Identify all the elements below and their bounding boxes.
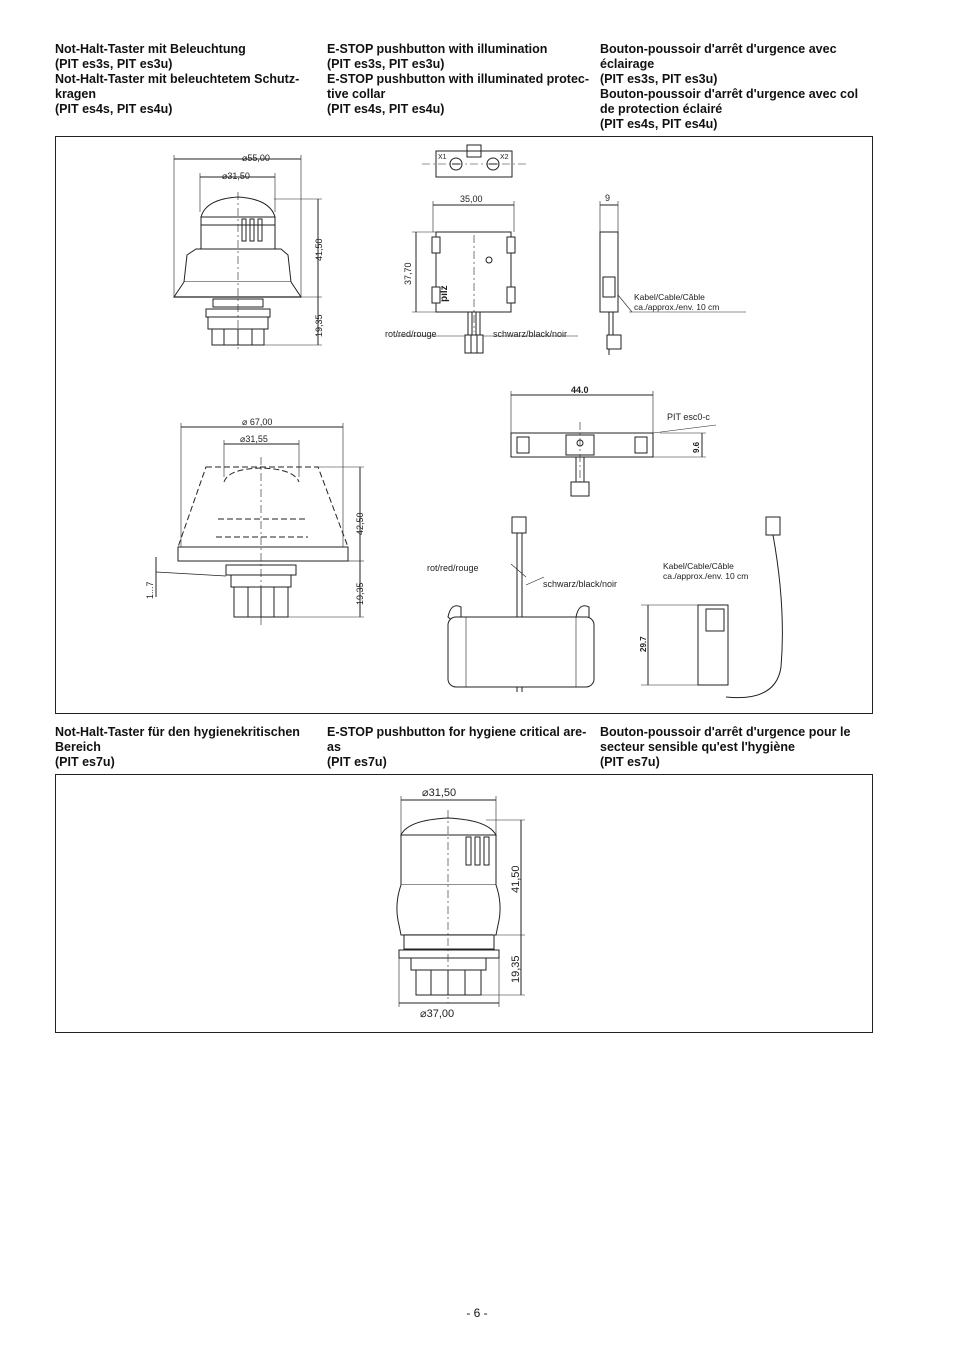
section1-heading-en: [327, 42, 597, 117]
heading-line: E-STOP pushbutton for hygiene critical are-: [327, 725, 587, 739]
drawing-frame-hygiene: [55, 774, 873, 1033]
heading-line: (PIT es4s, PIT es4u): [327, 102, 445, 116]
heading-line: (PIT es4s, PIT es4u): [55, 102, 173, 116]
heading-line: (PIT es4s, PIT es4u): [600, 117, 718, 131]
pilz-logo: pilz: [439, 285, 450, 302]
heading-line: Not-Halt-Taster für den hygienekritischen: [55, 725, 300, 739]
dim-h4250: 42,50: [355, 512, 365, 535]
dim-d3150-es7: ⌀31,50: [422, 787, 457, 799]
section2-heading-de: [55, 725, 320, 770]
light-module-bottom-view: [448, 517, 594, 692]
heading-line: E-STOP pushbutton with illumination: [327, 42, 548, 56]
cable-length-label: ca./approx./env. 10 cm: [634, 302, 720, 312]
dim-d3150: ⌀31,50: [222, 171, 250, 181]
page-number: - 6 -: [466, 1306, 488, 1320]
wire-red-label: rot/red/rouge: [385, 329, 437, 339]
drawing-frame-illuminated: [55, 136, 873, 714]
dimension-drawing-1: [56, 137, 874, 715]
dim-h1935-es7: 19,35: [510, 955, 522, 983]
wire-black-label: schwarz/black/noir: [493, 329, 568, 339]
dim-d55: ⌀55,00: [242, 153, 270, 163]
dim-w3500: 35,00: [460, 194, 483, 204]
section1-heading-fr: [600, 42, 875, 132]
heading-line: kragen: [55, 87, 96, 101]
dim-d3155: ⌀31,55: [240, 434, 268, 444]
contact-block-esc0-view: [511, 391, 716, 497]
heading-line: (PIT es3s, PIT es3u): [327, 57, 445, 71]
light-module-side-view: [600, 201, 746, 355]
cable-label: Kabel/Cable/Câble: [634, 292, 705, 302]
pushbutton-es4-side-view: [156, 423, 364, 627]
wire-red-label-2: rot/red/rouge: [427, 563, 479, 573]
dim-h4150-es7: 41,50: [510, 865, 522, 893]
dim-h4150: 41,50: [314, 238, 324, 261]
heading-line: Bouton-poussoir d'arrêt d'urgence pour le: [600, 725, 851, 739]
heading-line: Bereich: [55, 740, 101, 754]
pushbutton-es7-side-view: [397, 796, 525, 1007]
dimension-drawing-2: [56, 775, 874, 1034]
heading-line: de protection éclairé: [600, 102, 723, 116]
heading-line: Bouton-poussoir d'arrêt d'urgence avec: [600, 42, 837, 56]
cable-label-2: Kabel/Cable/Câble: [663, 561, 734, 571]
heading-line: (PIT es7u): [327, 755, 387, 769]
heading-line: (PIT es7u): [55, 755, 115, 769]
dim-h1935: 19,35: [314, 314, 324, 337]
heading-line: as: [327, 740, 341, 754]
heading-line: éclairage: [600, 57, 655, 71]
dim-h17: 1...7: [145, 581, 155, 599]
section2-heading-fr: [600, 725, 875, 770]
heading-line: tive collar: [327, 87, 386, 101]
dim-w440: 44.0: [571, 385, 589, 395]
terminal-x2-label: X2: [500, 154, 509, 161]
light-module-top-view: [422, 145, 526, 177]
heading-line: E-STOP pushbutton with illuminated protec-: [327, 72, 590, 86]
dim-h96: 9.6: [692, 441, 701, 453]
dim-d3700-es7: ⌀37,00: [420, 1008, 455, 1020]
wire-black-label-2: schwarz/black/noir: [543, 579, 618, 589]
heading-line: secteur sensible qu'est l'hygiène: [600, 740, 795, 754]
heading-line: (PIT es3s, PIT es3u): [55, 57, 173, 71]
heading-line: (PIT es3s, PIT es3u): [600, 72, 718, 86]
pit-esc0-label: PIT esc0-c: [667, 412, 710, 422]
pushbutton-es3-side-view: [174, 155, 322, 352]
dim-w9: 9: [605, 193, 611, 203]
dim-h1935-es4: 19,35: [355, 582, 365, 605]
cable-length-label-2: ca./approx./env. 10 cm: [663, 571, 749, 581]
dim-h3770: 37,70: [403, 262, 413, 285]
heading-line: Not-Halt-Taster mit beleuchtetem Schutz-: [55, 72, 300, 86]
dim-d67: ⌀ 67,00: [242, 417, 273, 427]
section1-heading-de: [55, 42, 320, 117]
heading-line: Bouton-poussoir d'arrêt d'urgence avec col: [600, 87, 859, 101]
dim-h297: 29.7: [639, 636, 648, 652]
section2-heading-en: [327, 725, 597, 770]
cable-module-side-view: [641, 517, 782, 698]
heading-line: (PIT es7u): [600, 755, 660, 769]
terminal-x1-label: X1: [438, 154, 447, 161]
heading-line: Not-Halt-Taster mit Beleuchtung: [55, 42, 246, 56]
